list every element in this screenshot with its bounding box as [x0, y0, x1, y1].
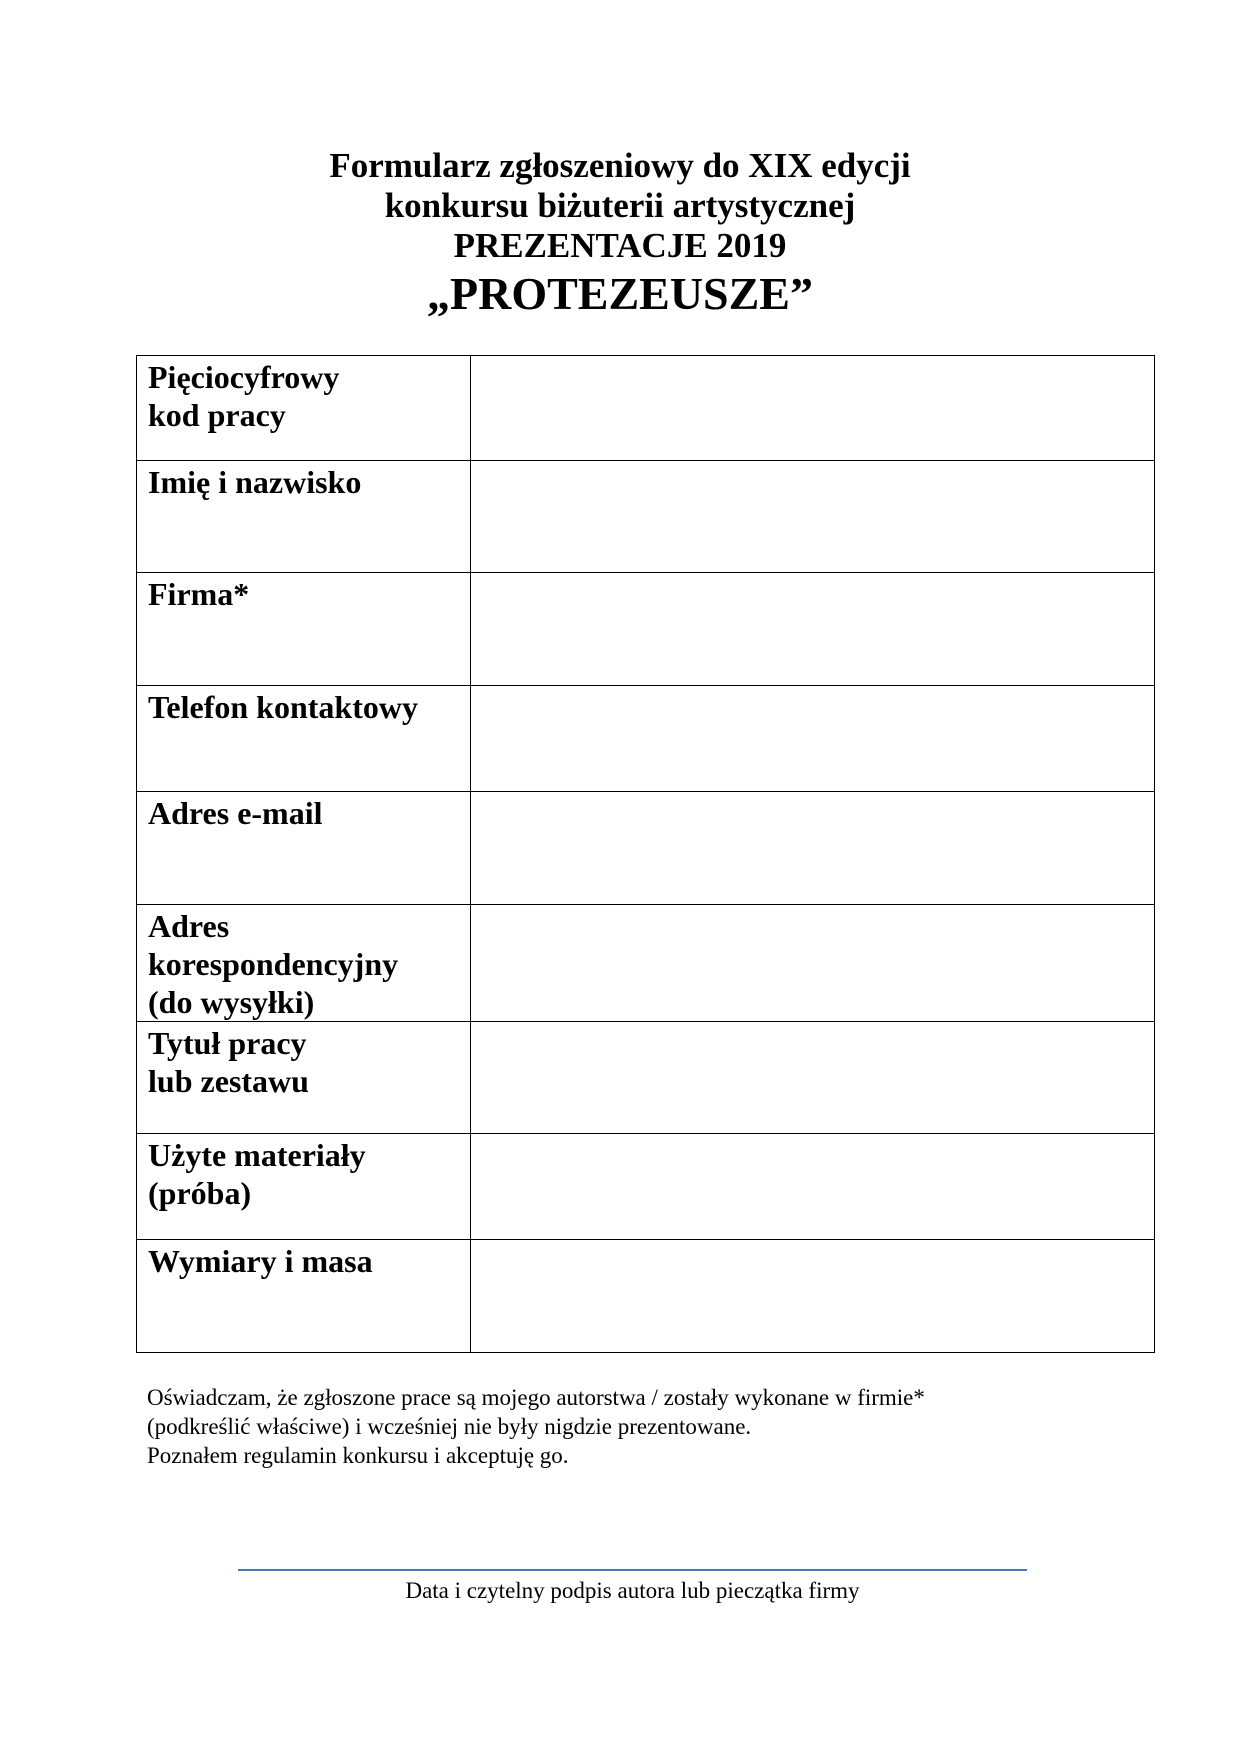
field-dimensions-weight[interactable]	[471, 1240, 1155, 1353]
signature-line[interactable]	[238, 1569, 1027, 1571]
row-work-title	[137, 1022, 1155, 1134]
declaration-line: Oświadczam, że zgłoszone prace są mojego autorstwa / zostały wykonane w firmie*	[147, 1385, 925, 1410]
label-phone: Telefon kontaktowy	[137, 686, 471, 792]
form-header	[0, 146, 1240, 320]
label-dimensions-weight: Wymiary i masa	[137, 1240, 471, 1353]
field-full-name[interactable]	[471, 461, 1155, 573]
row-mailing-address	[137, 905, 1155, 1022]
form-title: Formularz zgłoszeniowy do XIX edycji	[329, 146, 911, 185]
declaration-line: Poznałem regulamin konkursu i akceptuję go.	[147, 1443, 569, 1468]
field-work-title[interactable]	[471, 1022, 1155, 1134]
form-subtitle: konkursu biżuterii artystycznej	[384, 186, 856, 225]
application-form-table	[136, 355, 1155, 1353]
label-mailing-address: Adres korespondencyjny (do wysyłki)	[137, 905, 471, 1022]
field-company[interactable]	[471, 573, 1155, 686]
label-work-title: Tytuł pracy lub zestawu	[137, 1022, 471, 1134]
label-company: Firma*	[137, 573, 471, 686]
label-full-name: Imię i nazwisko	[137, 461, 471, 573]
declaration-text	[147, 1383, 1147, 1470]
row-dimensions-weight	[137, 1240, 1155, 1353]
event-theme: „PROTEZEUSZE”	[427, 268, 813, 319]
label-work-code: Pięciocyfrowy kod pracy	[137, 356, 471, 461]
field-email[interactable]	[471, 792, 1155, 905]
field-phone[interactable]	[471, 686, 1155, 792]
row-phone	[137, 686, 1155, 792]
signature-caption: Data i czytelny podpis autora lub pieczątka firmy	[405, 1578, 860, 1603]
row-company	[137, 573, 1155, 686]
row-work-code	[137, 356, 1155, 461]
label-materials: Użyte materiały (próba)	[137, 1134, 471, 1240]
field-mailing-address[interactable]	[471, 905, 1155, 1022]
row-materials	[137, 1134, 1155, 1240]
row-email	[137, 792, 1155, 905]
field-work-code[interactable]	[471, 356, 1155, 461]
declaration-line: (podkreślić właściwe) i wcześniej nie były nigdzie prezentowane.	[147, 1414, 752, 1439]
field-materials[interactable]	[471, 1134, 1155, 1240]
label-email: Adres e-mail	[137, 792, 471, 905]
event-name: PREZENTACJE 2019	[453, 226, 787, 265]
row-full-name	[137, 461, 1155, 573]
